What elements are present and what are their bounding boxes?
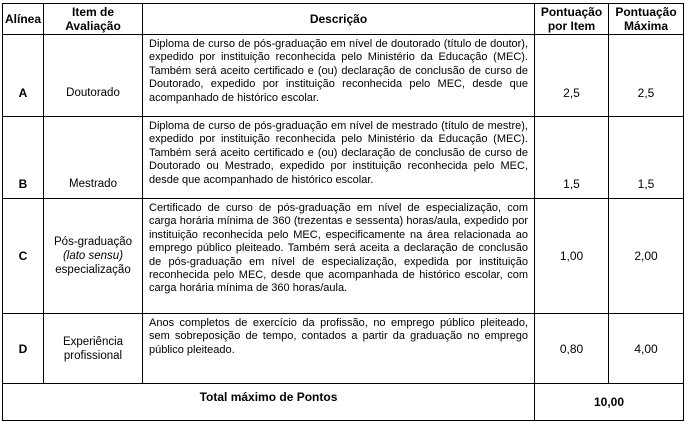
cell-pontuacao-item-a: 2,5 — [535, 35, 609, 117]
header-alinea: Alínea — [3, 4, 44, 35]
cell-pontuacao-item-d: 0,80 — [535, 314, 609, 384]
item-line-3: especialização — [55, 264, 131, 276]
total-value: 10,00 — [535, 384, 684, 421]
table-footer-row — [3, 384, 684, 421]
header-pontuacao-maxima: Pontuação Máxima — [609, 4, 684, 35]
table-row-d — [3, 314, 684, 384]
evaluation-criteria-table — [2, 3, 684, 421]
table-header-row — [3, 4, 684, 35]
cell-desc-pos-graduacao: Certificado de curso de pós-graduação em nível de especialização, com carga horária mínima de 360 (trezentas e sessenta) horas/aula, expedido por instituição reconhecida pelo MEC, especificamente na área relacionada ao emprego público pleiteado. Também será aceita a declaração de conclusão de pós-graduação em nível de especialização, expedida por instituição reconhecida pelo MEC, desde que acompanhada de histórico escolar, com carga horária mínima de 360 horas/aula. — [143, 199, 535, 314]
cell-alinea-d: D — [3, 314, 44, 384]
cell-item-experiencia: Experiência profissional — [44, 314, 143, 384]
table-row-c — [3, 199, 684, 314]
header-descricao: Descrição — [143, 4, 535, 35]
cell-pontuacao-max-c: 2,00 — [609, 199, 684, 314]
table-row-a — [3, 35, 684, 117]
cell-pontuacao-max-d: 4,00 — [609, 314, 684, 384]
header-pontuacao-por-item: Pontuação por Item — [535, 4, 609, 35]
item-line-2-lato-sensu: (lato sensu) — [62, 250, 124, 262]
total-label: Total máximo de Pontos — [3, 384, 535, 421]
cell-desc-mestrado: Diploma de curso de pós-graduação em nível de mestrado (título de mestre), expedido por instituição reconhecida pelo Ministério da Educação (MEC). Também será aceito certificado e (ou) declaração de conclusão de curso de Doutorado ou Mestrado, expedido por instituição reconhecida pelo MEC, desde que acompanhado de histórico escolar. — [143, 117, 535, 199]
cell-alinea-a: A — [3, 35, 44, 117]
cell-item-doutorado: Doutorado — [44, 35, 143, 117]
cell-alinea-b: B — [3, 117, 44, 199]
cell-alinea-c: C — [3, 199, 44, 314]
cell-desc-doutorado: Diploma de curso de pós-graduação em nível de doutorado (título de doutor), expedido por instituição reconhecida pelo Ministério da Educação (MEC). Também será aceito certificado e (ou) declaração de conclusão de curso de Doutorado, expedido por instituição reconhecida pelo MEC, desde que acompanhado de histórico escolar. — [143, 35, 535, 117]
cell-pontuacao-item-c: 1,00 — [535, 199, 609, 314]
header-item-de-avaliacao: Item de Avaliação — [44, 4, 143, 35]
cell-desc-experiencia: Anos completos de exercício da profissão, no emprego público pleiteado, sem sobreposição de tempo, contados a partir da graduação no emprego público pleiteado. — [143, 314, 535, 384]
cell-item-pos-graduacao — [44, 199, 143, 314]
item-line-1: Pós-graduação — [54, 236, 132, 248]
table-row-b — [3, 117, 684, 199]
cell-pontuacao-item-b: 1,5 — [535, 117, 609, 199]
cell-item-mestrado: Mestrado — [44, 117, 143, 199]
cell-pontuacao-max-b: 1,5 — [609, 117, 684, 199]
cell-pontuacao-max-a: 2,5 — [609, 35, 684, 117]
